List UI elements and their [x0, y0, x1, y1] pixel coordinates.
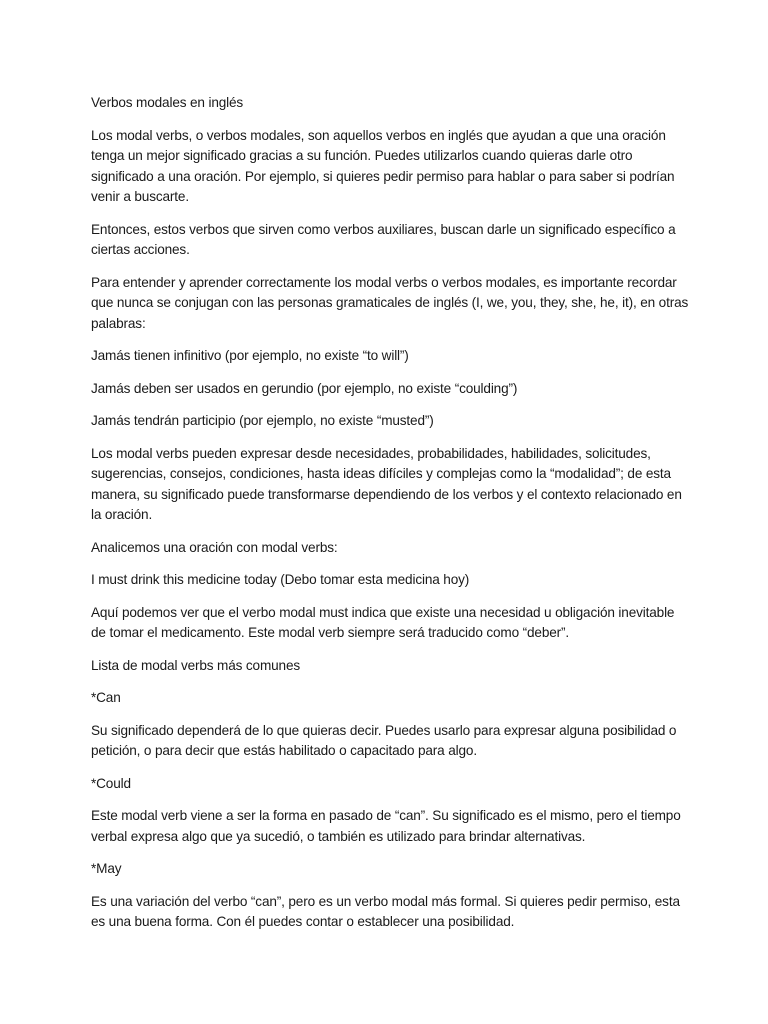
modal-heading-could: *Could	[91, 775, 131, 791]
modal-heading-may: *May	[91, 861, 122, 876]
document-body	[91, 93, 691, 945]
modal-description-may: Es una variación del verbo “can”, pero es un verbo modal más formal. Si quieres pedir permiso, esta es una buena forma. Con él puedes contar o establecer una posibilidad.	[91, 893, 680, 929]
paragraph-example-explanation: Aquí podemos ver que el verbo modal must indica que existe una necesidad u obligación inevitable de tomar el medicamento. Este modal verb siempre será traducido como “deber”.	[91, 604, 675, 640]
document-title: Verbos modales en inglés	[91, 95, 244, 110]
modal-description-could: Este modal verb viene a ser la forma en pasado de “can”. Su significado es el mismo, pero el tiempo verbal expresa algo que ya sucedió, o también es utilizado para brindar alternativas.	[91, 808, 681, 844]
paragraph-expressions: Los modal verbs pueden expresar desde necesidades, probabilidades, habilidades, solicitudes, sugerencias, consejos, condiciones, hasta ideas difíciles y complejas como la “modalidad”; de esta manera, su significado puede transformarse dependiendo de los verbos y el contexto relacionado en la oración.	[91, 445, 682, 522]
rule-participle: Jamás tendrán participio (por ejemplo, no existe “musted”)	[91, 413, 434, 428]
paragraph-auxiliary: Entonces, estos verbos que sirven como verbos auxiliares, buscan darle un significado específico a ciertas acciones.	[91, 221, 676, 257]
paragraph-conjugation: Para entender y aprender correctamente los modal verbs o verbos modales, es importante recordar que nunca se conjugan con las personas gramaticales de inglés (I, we, you, they, she, he, it), en otras palabras:	[91, 274, 689, 331]
example-sentence: I must drink this medicine today (Debo tomar esta medicina hoy)	[91, 572, 470, 587]
modal-description-can: Su significado dependerá de lo que quieras decir. Puedes usarlo para expresar alguna posibilidad o petición, o para decir que estás habilitado o capacitado para algo.	[91, 722, 677, 758]
rule-gerund: Jamás deben ser usados en gerundio (por ejemplo, no existe “coulding”)	[91, 380, 518, 396]
modal-heading-can: *Can	[91, 690, 121, 705]
paragraph-intro: Los modal verbs, o verbos modales, son aquellos verbos en inglés que ayudan a que una oración tenga un mejor significado gracias a su función. Puedes utilizarlos cuando quieras darle otro significado a una oración. Por ejemplo, si quieres pedir permiso para hablar o para saber si podrían venir a buscarte.	[91, 127, 675, 204]
section-heading-common-modals: Lista de modal verbs más comunes	[91, 657, 301, 673]
rule-infinitive: Jamás tienen infinitivo (por ejemplo, no existe “to will”)	[91, 348, 409, 363]
paragraph-analysis-intro: Analicemos una oración con modal verbs:	[91, 539, 338, 555]
